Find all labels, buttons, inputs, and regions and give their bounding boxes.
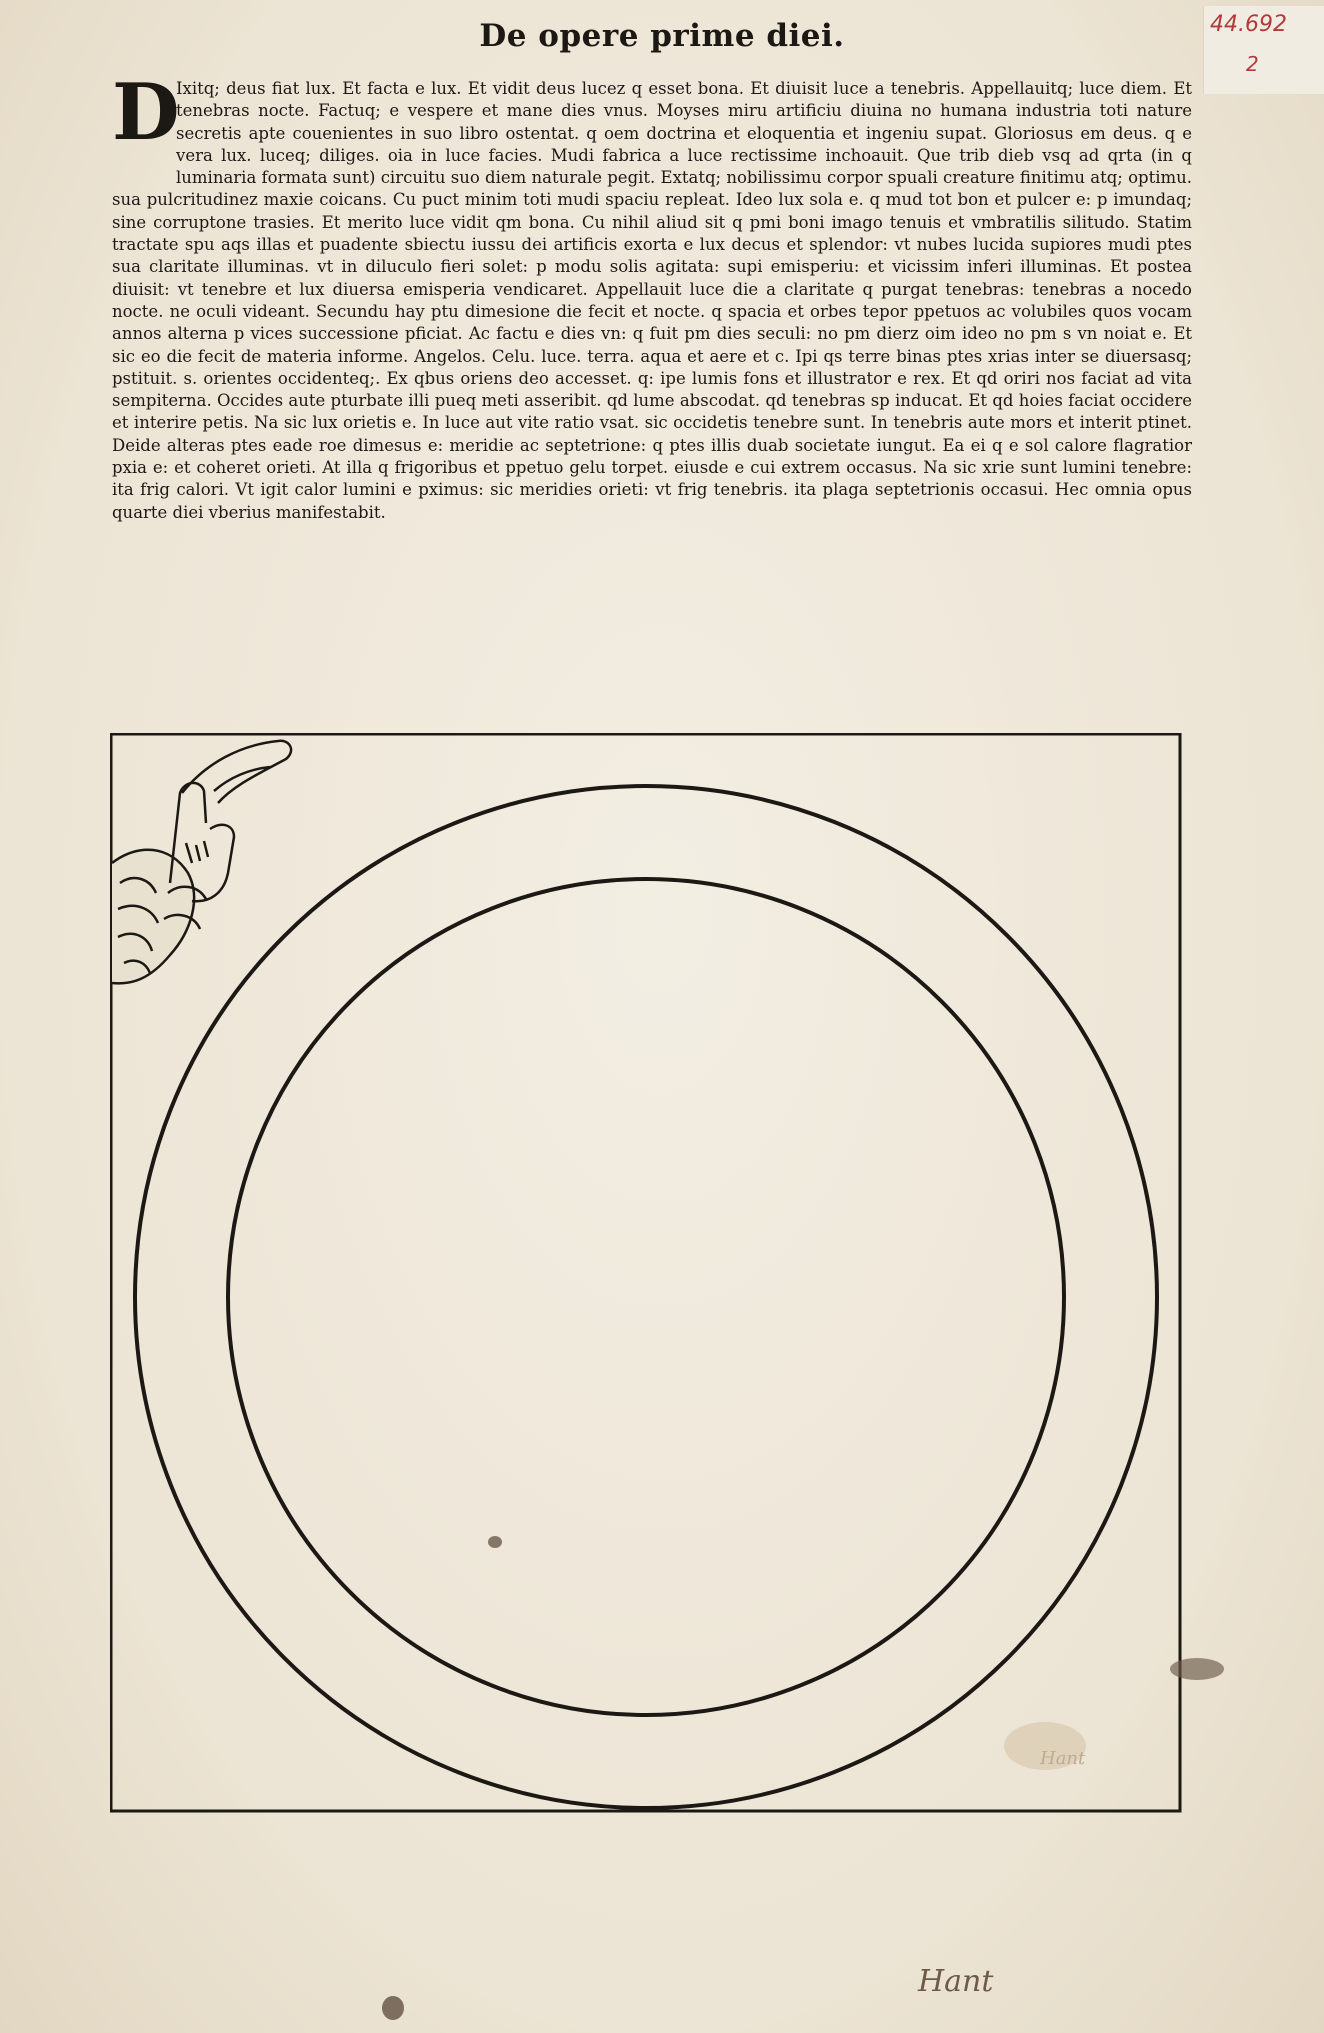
catalog-number: 44.692 bbox=[1210, 12, 1287, 37]
ink-stain-bottom bbox=[382, 1996, 404, 2020]
outer-circle bbox=[135, 786, 1157, 1808]
woodcut-frame bbox=[111, 734, 1180, 1811]
body-text: Ixitq; deus fiat lux. Et facta e lux. Et vidit deus lucez q esset bona. Et diuisit luce a tenebris. Appellauitq; luce diem. Et tenebras nocte. Factuq; e vespere et mane dies vnus. Moyses miru artificiu diuina no humana industria toti nature secretis apte couenientes in suo libro ostentat. q oem doctrina et eloquentia et ingeniu supat. Gloriosus em deus. q e vera lux. luceq; diliges. oia in luce facies. Mudi fabrica a luce rectissime inchoauit. Que trib dieb vsq ad qrta (in q luminaria formata sunt) circuitu suo diem naturale pegit. Extatq; nobilissimu corpor spuali creature finitimu atq; optimu. sua pulcritudinez maxie coicans. Cu puct minim toti mudi spaciu repleat. Ideo lux sola e. q mud tot bon et pulcer e: p imundaq; sine corruptone trasies. Et merito luce vidit qm bona. Cu nihil aliud sit q pmi boni imago tenuis et vmbratilis silitudo. Statim tractate spu aqs illas et puadente sbiectu iussu dei artificis exorta e lux decus et splendor: vt nubes lucida supiores mudi ptes sua claritate illuminas. vt in diluculo fieri solet: p modu solis agitata: supi emisperiu: et vicissim inferi illuminas. Et postea diuisit: vt tenebre et lux diuersa emisperia vendicaret. Appellauit luce die a claritate q purgat tenebras: tenebras a nocedo nocte. ne oculi videant. Secundu hay ptu dimesione die fecit et nocte. q spacia et orbes tepor ppetuos ac volubiles quos vocam annos alterna p vices successione pficiat. Ac factu e dies vn: q fuit pm dies seculi: no pm dierz oim ideo no pm s vn noiat e. Et sic eo die fecit de materia informe. Angelos. Celu. luce. terra. aqua et aere et c. Ipi qs terre binas ptes xrias inter se diuersasq; pstituit. s. orientes occidenteq;. Ex qbus oriens deo accesset. q: ipe lumis fons et illustrator e rex. Et qd oriri nos faciat ad vita sempiterna. Occides aute pturbate illi pueq meti asseribit. qd lume abscodat. qd tenebras sp inducat. Et qd hoies faciat occidere et interire petis. Na sic lux orietis e. In luce aut vite ratio vsat. sic occidetis tenebre sunt. In tenebris aute mors et interit ptinet. Deide alteras ptes eade roe dimesus e: meridie ac septetrione: q ptes illis duab societate iungut. Ea ei q e sol calore flagratior pxia e: et coheret orieti. At illa q frigoribus et ppetuo gelu torpet. eiusde e cui extrem occasus. Na sic xrie sunt lumini tenebre: ita frig calori. Vt igit calor lumini e pximus: sic meridies orieti: vt frig tenebris. ita plaga septetrionis occasui. Hec omnia opus quarte diei vberius manifestabit. bbox=[112, 79, 1192, 522]
ink-stain-center bbox=[488, 1536, 502, 1548]
smudge-lower-right bbox=[1004, 1722, 1086, 1770]
catalog-subnumber: 2 bbox=[1246, 52, 1259, 76]
faint-signature: Hant bbox=[1040, 1748, 1086, 1769]
drop-cap-initial: D bbox=[112, 67, 180, 158]
page-title: De opere prime diei. bbox=[479, 18, 845, 54]
woodcut-figure bbox=[110, 733, 1182, 1813]
god-hand-icon bbox=[112, 741, 291, 984]
handwritten-signature: Hant bbox=[918, 1964, 994, 1999]
inner-circle bbox=[228, 879, 1064, 1715]
ink-stain-right bbox=[1170, 1658, 1224, 1680]
body-text-block bbox=[112, 67, 1192, 524]
